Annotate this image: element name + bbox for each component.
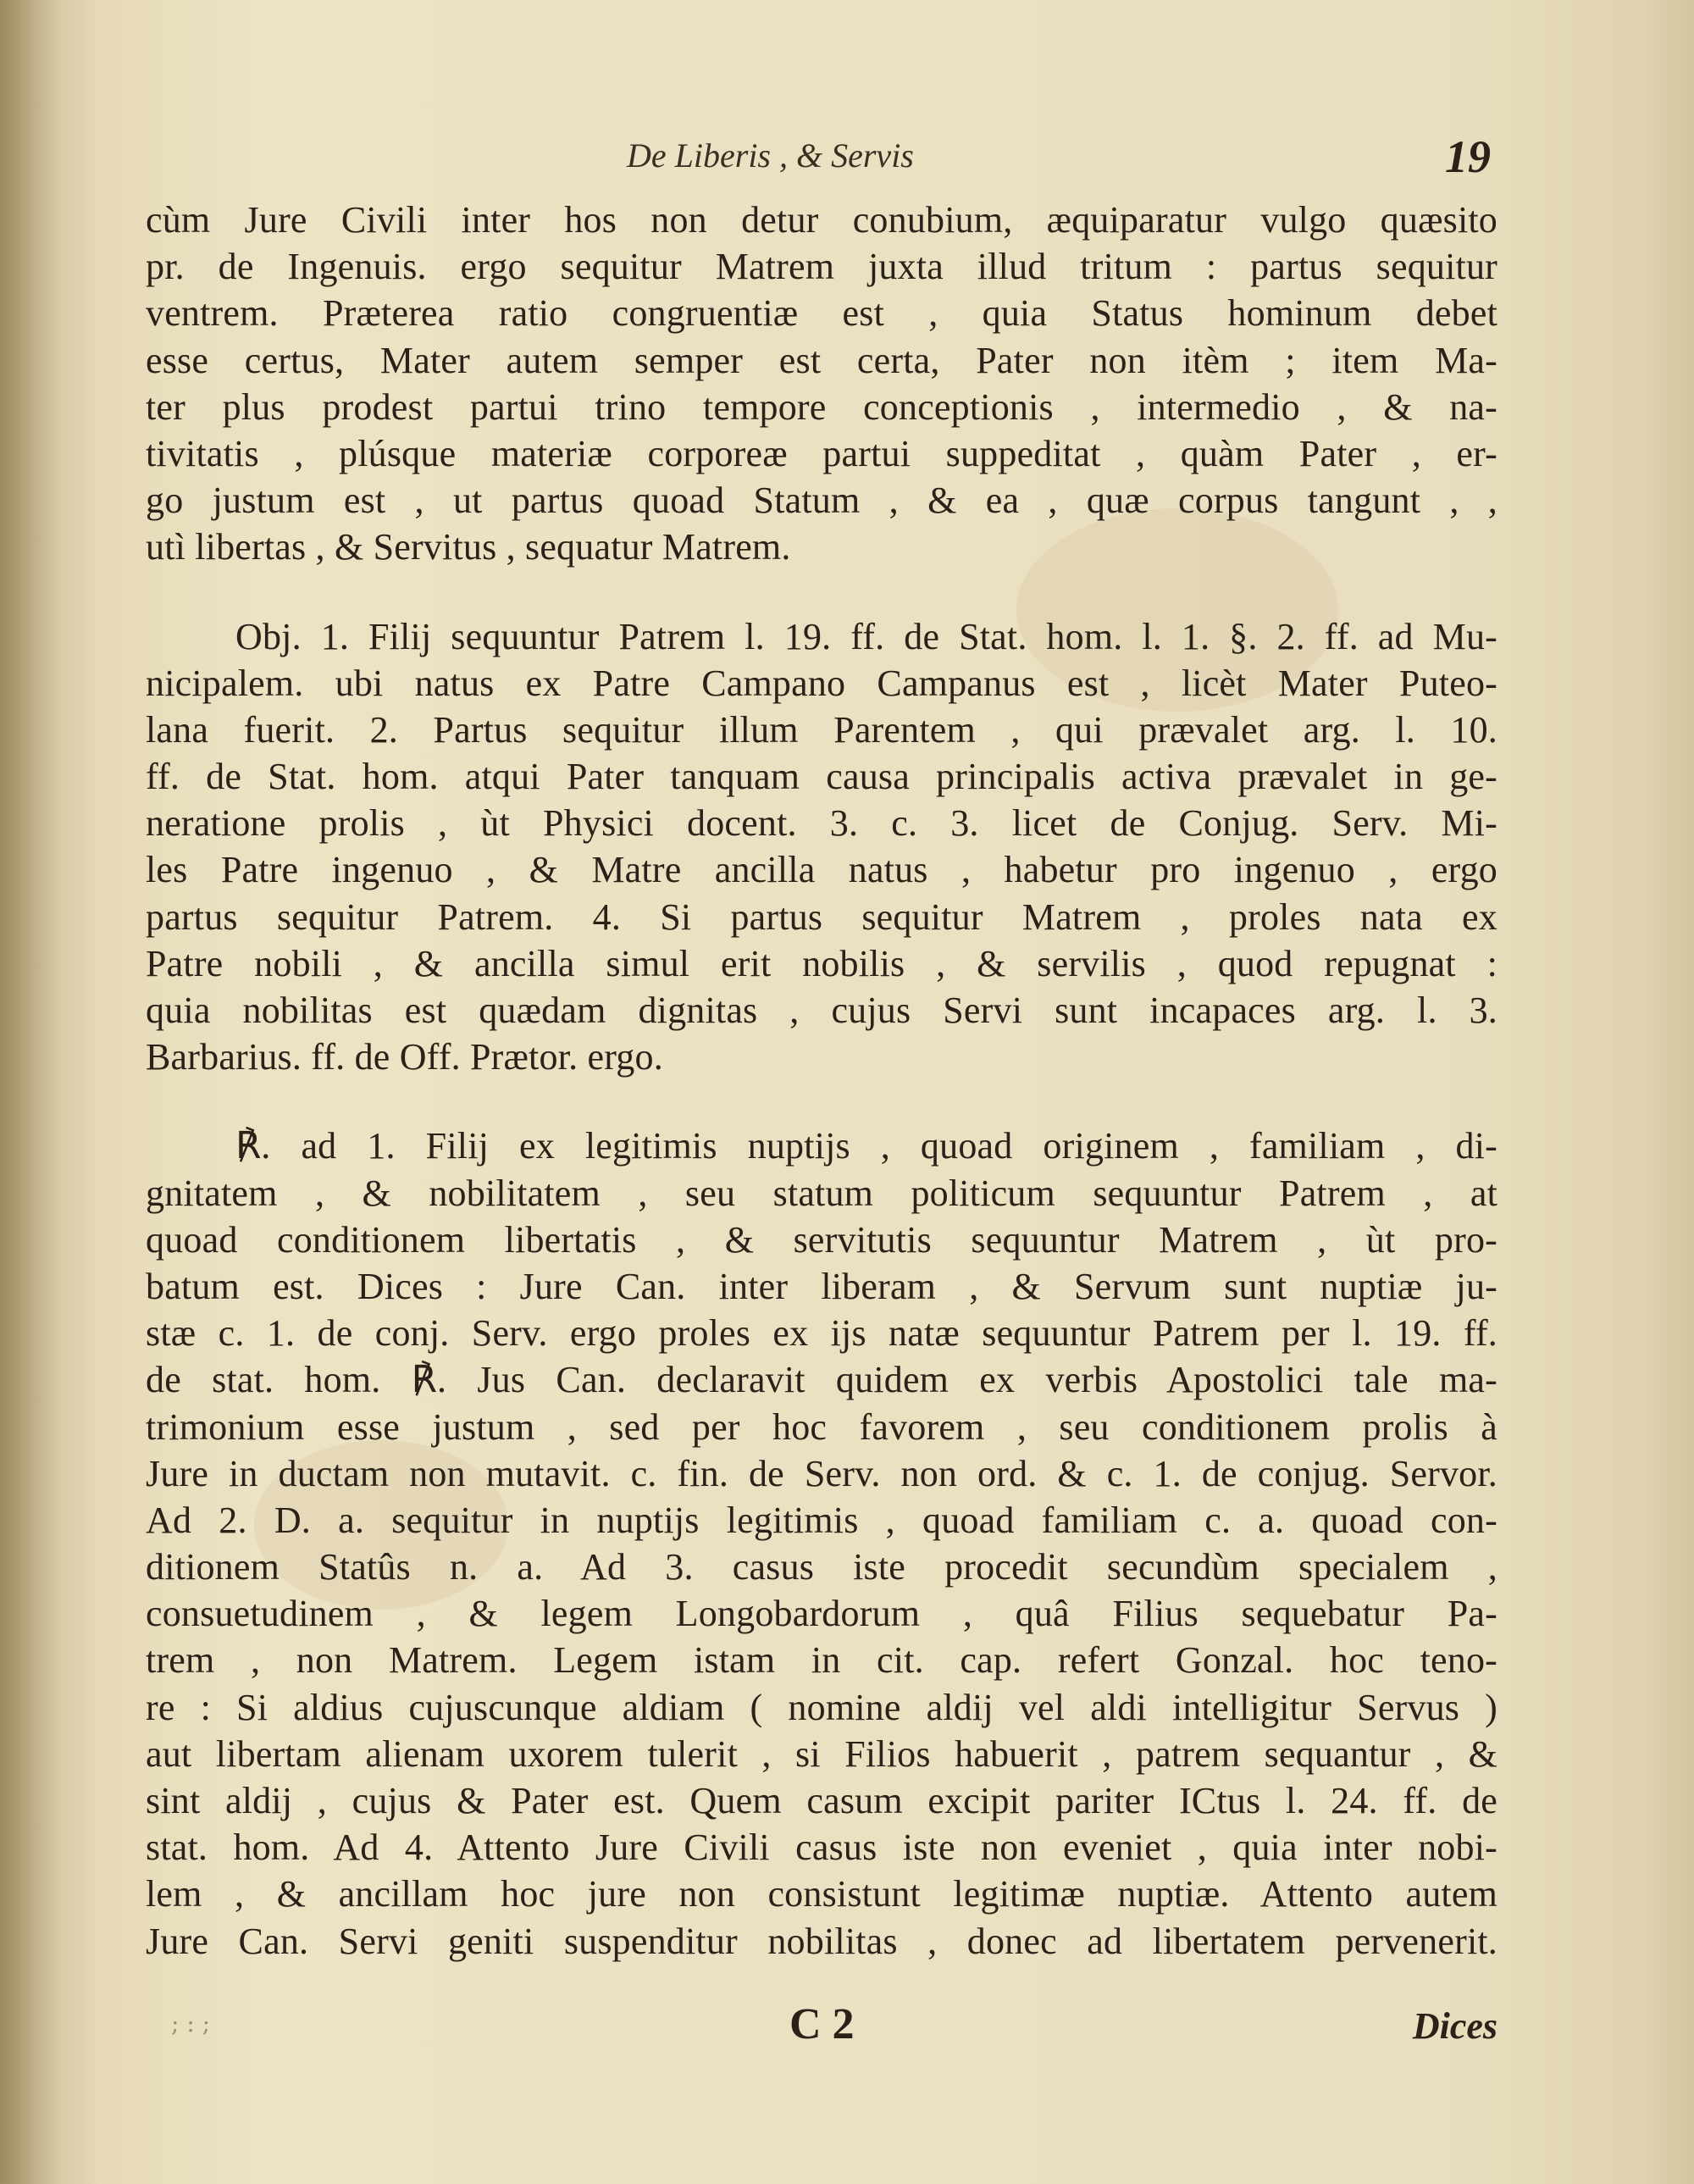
- catchword: Dices: [1412, 2005, 1497, 2047]
- text-line: cùm Jure Civili inter hos non detur conubium, æquiparatur vulgo quæsito: [146, 199, 1497, 241]
- margin-marks: ; : ;: [171, 2009, 211, 2037]
- text-line: trem , non Matrem. Legem istam in cit. cap. refert Gonzal. hoc teno-: [146, 1639, 1497, 1682]
- text-line: tivitatis , plúsque materiæ corporeæ partui suppeditat , quàm Pater , er-: [146, 432, 1497, 474]
- text-line: ditionem Statûs n. a. Ad 3. casus iste procedit secundùm specialem ,: [146, 1546, 1497, 1588]
- text-line: ℟. ad 1. Filij ex legitimis nuptijs , quoad originem , familiam , di-: [235, 1125, 1497, 1167]
- text-line: utì libertas , & Servitus , sequatur Matrem.: [146, 526, 791, 568]
- text-line: quia nobilitas est quædam dignitas , cujus Servi sunt incapaces arg. l. 3.: [146, 989, 1497, 1031]
- text-line: ter plus prodest partui trino tempore conceptionis , intermedio , & na-: [146, 385, 1497, 428]
- page-footer: [146, 1999, 1497, 2059]
- text-line: partus sequitur Patrem. 4. Si partus sequitur Matrem , proles nata ex: [146, 895, 1497, 938]
- text-line: lem , & ancillam hoc jure non consistunt legitimæ nuptiæ. Attento autem: [146, 1873, 1497, 1915]
- text-line: ff. de Stat. hom. atqui Pater tanquam causa principalis activa prævalet in ge-: [146, 756, 1497, 798]
- text-line: pr. de Ingenuis. ergo sequitur Matrem juxta illud tritum : partus sequitur: [146, 246, 1497, 288]
- running-title: De Liberis , & Servis: [627, 136, 914, 175]
- binding-gutter: [0, 0, 59, 2184]
- text-line: go justum est , ut partus quoad Statum , & ea , quæ corpus tangunt , ,: [146, 479, 1497, 522]
- text-line: neratione prolis , ùt Physici docent. 3. c. 3. licet de Conjug. Serv. Mi-: [146, 802, 1497, 845]
- text-line: esse certus, Mater autem semper est certa, Pater non itèm ; item Ma-: [146, 339, 1497, 381]
- text-line: Jure in ductam non mutavit. c. fin. de Serv. non ord. & c. 1. de conjug. Servor.: [146, 1452, 1497, 1494]
- text-line: lana fuerit. 2. Partus sequitur illum Parentem , qui prævalet arg. l. 10.: [146, 708, 1497, 751]
- paragraph: [146, 197, 1497, 571]
- text-line: Barbarius. ff. de Off. Prætor. ergo.: [146, 1036, 663, 1078]
- text-line: quoad conditionem libertatis , & servitutis sequuntur Matrem , ùt pro-: [146, 1218, 1497, 1261]
- text-line: re : Si aldius cujuscunque aldiam ( nomine aldij vel aldi intelligitur Servus ): [146, 1686, 1497, 1728]
- page-header: [627, 131, 1491, 186]
- text-line: de stat. hom. ℟. Jus Can. declaravit quidem ex verbis Apostolici tale ma-: [146, 1359, 1497, 1401]
- text-line: nicipalem. ubi natus ex Patre Campano Campanus est , licèt Mater Puteo-: [146, 662, 1497, 704]
- text-line: ventrem. Præterea ratio congruentiæ est , quia Status hominum debet: [146, 292, 1497, 335]
- text-line: gnitatem , & nobilitatem , seu statum politicum sequuntur Patrem , at: [146, 1172, 1497, 1214]
- page-body: [146, 197, 1497, 1965]
- text-line: consuetudinem , & legem Longobardorum , quâ Filius sequebatur Pa-: [146, 1593, 1497, 1635]
- text-line: stæ c. 1. de conj. Serv. ergo proles ex ijs natæ sequuntur Patrem per l. 19. ff.: [146, 1312, 1497, 1355]
- text-line: sint aldij , cujus & Pater est. Quem casum excipit pariter ICtus l. 24. ff. de: [146, 1780, 1497, 1821]
- text-line: les Patre ingenuo , & Matre ancilla natus , habetur pro ingenuo , ergo: [146, 849, 1497, 891]
- text-line: Obj. 1. Filij sequuntur Patrem l. 19. ff. de Stat. hom. l. 1. §. 2. ff. ad Mu-: [235, 615, 1497, 657]
- page-number: 19: [1445, 131, 1491, 182]
- paragraph: [146, 613, 1497, 1081]
- text-line: stat. hom. Ad 4. Attento Jure Civili casus iste non eveniet , quia inter nobi-: [146, 1826, 1497, 1869]
- text-line: aut libertam alienam uxorem tulerit , si Filios habuerit , patrem sequantur , &: [146, 1732, 1497, 1775]
- text-line: batum est. Dices : Jure Can. inter liberam , & Servum sunt nuptiæ ju-: [146, 1265, 1497, 1307]
- text-line: Ad 2. D. a. sequitur in nuptijs legitimis , quoad familiam c. a. quoad con-: [146, 1499, 1497, 1541]
- text-line: trimonium esse justum , sed per hoc favorem , seu conditionem prolis à: [146, 1405, 1497, 1448]
- signature-mark: C 2: [789, 2000, 855, 2048]
- text-line: Patre nobili , & ancilla simul erit nobilis , & servilis , quod repugnat :: [146, 942, 1497, 984]
- paragraph: [146, 1122, 1497, 1964]
- text-line: Jure Can. Servi geniti suspenditur nobilitas , donec ad libertatem pervenerit.: [146, 1920, 1497, 1962]
